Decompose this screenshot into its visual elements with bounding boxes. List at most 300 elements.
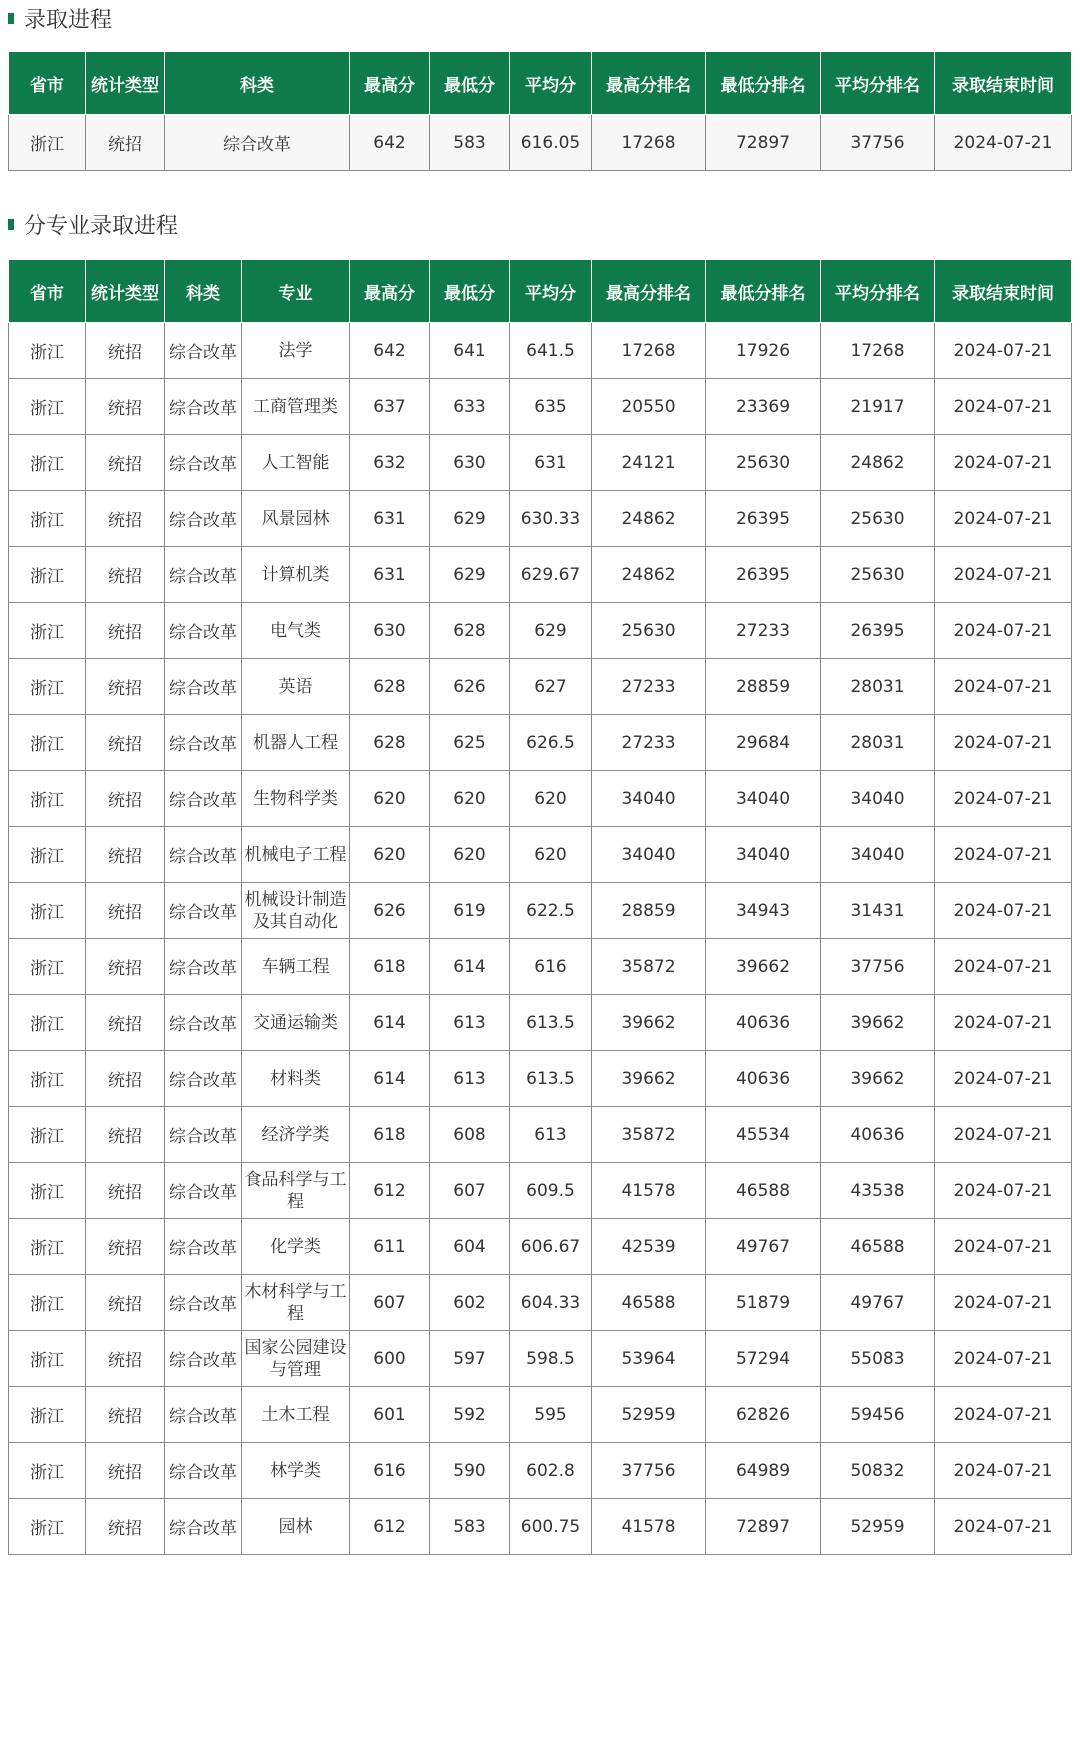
table-cell: 34040 — [821, 771, 935, 827]
table-cell: 41578 — [592, 1163, 706, 1219]
table-cell: 39662 — [592, 1051, 706, 1107]
header-cell: 科类 — [165, 52, 350, 115]
header-cell: 平均分 — [510, 260, 592, 323]
table-cell: 57294 — [706, 1331, 821, 1387]
table-cell: 综合改革 — [165, 1499, 242, 1555]
table-cell: 631 — [510, 435, 592, 491]
table-cell: 619 — [430, 883, 510, 939]
table-cell: 林学类 — [242, 1443, 350, 1499]
major-admission-table — [8, 259, 1072, 1555]
table-row — [9, 883, 1072, 939]
table-cell: 电气类 — [242, 603, 350, 659]
table-row — [9, 1219, 1072, 1275]
table-cell: 2024-07-21 — [935, 603, 1072, 659]
table-cell: 交通运输类 — [242, 995, 350, 1051]
table-cell: 综合改革 — [165, 827, 242, 883]
table-row — [9, 659, 1072, 715]
table-cell: 统招 — [86, 115, 165, 171]
table-cell: 统招 — [86, 939, 165, 995]
table-cell: 浙江 — [9, 1443, 86, 1499]
table-cell: 浙江 — [9, 1275, 86, 1331]
table-cell: 52959 — [821, 1499, 935, 1555]
header-cell: 省市 — [9, 52, 86, 115]
table-row — [9, 1443, 1072, 1499]
table-cell: 612 — [350, 1163, 430, 1219]
table-cell: 2024-07-21 — [935, 547, 1072, 603]
table-cell: 综合改革 — [165, 1107, 242, 1163]
header-cell: 最高分排名 — [592, 52, 706, 115]
table-cell: 34040 — [592, 771, 706, 827]
header-cell: 最低分排名 — [706, 260, 821, 323]
table-cell: 综合改革 — [165, 1219, 242, 1275]
table-cell: 统招 — [86, 827, 165, 883]
table-cell: 2024-07-21 — [935, 1387, 1072, 1443]
table-row — [9, 1051, 1072, 1107]
table-cell: 600 — [350, 1331, 430, 1387]
table-cell: 统招 — [86, 995, 165, 1051]
table-cell: 浙江 — [9, 1387, 86, 1443]
table-row — [9, 1331, 1072, 1387]
table-cell: 综合改革 — [165, 1443, 242, 1499]
table-cell: 计算机类 — [242, 547, 350, 603]
table-cell: 49767 — [706, 1219, 821, 1275]
table-cell: 39662 — [706, 939, 821, 995]
table-cell: 统招 — [86, 1051, 165, 1107]
table-cell: 17926 — [706, 323, 821, 379]
table-cell: 浙江 — [9, 323, 86, 379]
header-cell: 最低分 — [430, 52, 510, 115]
table-cell: 国家公园建设与管理 — [242, 1331, 350, 1387]
table-cell: 43538 — [821, 1163, 935, 1219]
table-cell: 2024-07-21 — [935, 491, 1072, 547]
table-row — [9, 491, 1072, 547]
table-cell: 26395 — [821, 603, 935, 659]
table-cell: 630 — [350, 603, 430, 659]
table-cell: 633 — [430, 379, 510, 435]
table-cell: 浙江 — [9, 715, 86, 771]
table-cell: 626 — [350, 883, 430, 939]
table-cell: 综合改革 — [165, 771, 242, 827]
table-cell: 23369 — [706, 379, 821, 435]
table-cell: 综合改革 — [165, 1163, 242, 1219]
table-cell: 浙江 — [9, 115, 86, 171]
table-cell: 机械电子工程 — [242, 827, 350, 883]
table-cell: 浙江 — [9, 827, 86, 883]
table-cell: 613 — [430, 995, 510, 1051]
header-cell: 最高分排名 — [592, 260, 706, 323]
table-cell: 综合改革 — [165, 1387, 242, 1443]
table-cell: 46588 — [592, 1275, 706, 1331]
table-cell: 595 — [510, 1387, 592, 1443]
table-cell: 17268 — [592, 323, 706, 379]
table-cell: 2024-07-21 — [935, 1051, 1072, 1107]
table-cell: 597 — [430, 1331, 510, 1387]
table-cell: 统招 — [86, 547, 165, 603]
table-cell: 2024-07-21 — [935, 995, 1072, 1051]
table-cell: 37756 — [821, 939, 935, 995]
table-cell: 37756 — [592, 1443, 706, 1499]
table-cell: 620 — [350, 827, 430, 883]
table-cell: 628 — [430, 603, 510, 659]
table-row — [9, 379, 1072, 435]
table-cell: 27233 — [592, 715, 706, 771]
table-cell: 625 — [430, 715, 510, 771]
table-cell: 统招 — [86, 883, 165, 939]
table-cell: 601 — [350, 1387, 430, 1443]
table-row — [9, 1163, 1072, 1219]
table-cell: 20550 — [592, 379, 706, 435]
table-cell: 2024-07-21 — [935, 1443, 1072, 1499]
table-cell: 统招 — [86, 1275, 165, 1331]
table-cell: 综合改革 — [165, 435, 242, 491]
table-cell: 综合改革 — [165, 715, 242, 771]
table-cell: 机器人工程 — [242, 715, 350, 771]
table-row — [9, 715, 1072, 771]
table-cell: 统招 — [86, 435, 165, 491]
table-cell: 606.67 — [510, 1219, 592, 1275]
table-cell: 629.67 — [510, 547, 592, 603]
table-cell: 综合改革 — [165, 659, 242, 715]
table-cell: 40636 — [706, 995, 821, 1051]
table-cell: 人工智能 — [242, 435, 350, 491]
table-cell: 浙江 — [9, 379, 86, 435]
table-cell: 592 — [430, 1387, 510, 1443]
table-cell: 608 — [430, 1107, 510, 1163]
table-cell: 2024-07-21 — [935, 883, 1072, 939]
table-row — [9, 771, 1072, 827]
table-cell: 综合改革 — [165, 603, 242, 659]
table-row — [9, 995, 1072, 1051]
table-cell: 630 — [430, 435, 510, 491]
table-cell: 34943 — [706, 883, 821, 939]
table-cell: 综合改革 — [165, 547, 242, 603]
table-cell: 35872 — [592, 1107, 706, 1163]
table-cell: 641.5 — [510, 323, 592, 379]
table-cell: 2024-07-21 — [935, 771, 1072, 827]
table-cell: 英语 — [242, 659, 350, 715]
table-row — [9, 1387, 1072, 1443]
table-cell: 45534 — [706, 1107, 821, 1163]
table-cell: 综合改革 — [165, 115, 350, 171]
table-cell: 25630 — [706, 435, 821, 491]
table-cell: 化学类 — [242, 1219, 350, 1275]
table-cell: 34040 — [706, 827, 821, 883]
table-cell: 17268 — [821, 323, 935, 379]
table-cell: 浙江 — [9, 1499, 86, 1555]
table-cell: 26395 — [706, 491, 821, 547]
table-cell: 统招 — [86, 603, 165, 659]
table-row — [9, 939, 1072, 995]
table-cell: 629 — [510, 603, 592, 659]
header-cell: 统计类型 — [86, 260, 165, 323]
table-cell: 浙江 — [9, 547, 86, 603]
table-cell: 2024-07-21 — [935, 659, 1072, 715]
header-cell: 最高分 — [350, 260, 430, 323]
title-bullet-icon — [8, 13, 14, 24]
table-cell: 24862 — [592, 491, 706, 547]
table-cell: 618 — [350, 939, 430, 995]
table-cell: 631 — [350, 491, 430, 547]
table-cell: 土木工程 — [242, 1387, 350, 1443]
table-cell: 629 — [430, 547, 510, 603]
table-cell: 2024-07-21 — [935, 1499, 1072, 1555]
table-cell: 627 — [510, 659, 592, 715]
section-title-text: 分专业录取进程 — [24, 213, 179, 239]
table-cell: 17268 — [592, 115, 706, 171]
table-cell: 浙江 — [9, 1219, 86, 1275]
table-cell: 62826 — [706, 1387, 821, 1443]
table-row — [9, 603, 1072, 659]
header-cell: 最低分排名 — [706, 52, 821, 115]
table-cell: 46588 — [821, 1219, 935, 1275]
table-cell: 42539 — [592, 1219, 706, 1275]
table-header-row — [9, 260, 1072, 323]
table-cell: 620 — [350, 771, 430, 827]
table-row — [9, 435, 1072, 491]
table-cell: 浙江 — [9, 939, 86, 995]
table-cell: 55083 — [821, 1331, 935, 1387]
table-cell: 41578 — [592, 1499, 706, 1555]
table-cell: 24862 — [592, 547, 706, 603]
table-cell: 607 — [430, 1163, 510, 1219]
table-cell: 浙江 — [9, 995, 86, 1051]
table-cell: 浙江 — [9, 1051, 86, 1107]
table-cell: 616.05 — [510, 115, 592, 171]
table-cell: 2024-07-21 — [935, 1163, 1072, 1219]
table-cell: 浙江 — [9, 603, 86, 659]
table-cell: 24862 — [821, 435, 935, 491]
table-row — [9, 1107, 1072, 1163]
header-cell: 科类 — [165, 260, 242, 323]
table-cell: 628 — [350, 659, 430, 715]
table-cell: 642 — [350, 323, 430, 379]
table-cell: 26395 — [706, 547, 821, 603]
table-cell: 637 — [350, 379, 430, 435]
section-title-major-admission-progress — [8, 209, 178, 239]
table-cell: 604 — [430, 1219, 510, 1275]
table-row — [9, 1499, 1072, 1555]
table-cell: 2024-07-21 — [935, 1219, 1072, 1275]
table-cell: 632 — [350, 435, 430, 491]
table-cell: 614 — [350, 1051, 430, 1107]
table-cell: 统招 — [86, 379, 165, 435]
table-cell: 统招 — [86, 1107, 165, 1163]
admission-summary-table — [8, 51, 1072, 171]
table-cell: 583 — [430, 1499, 510, 1555]
table-cell: 机械设计制造及其自动化 — [242, 883, 350, 939]
table-cell: 统招 — [86, 1163, 165, 1219]
section-title-text: 录取进程 — [24, 7, 113, 33]
table-cell: 2024-07-21 — [935, 323, 1072, 379]
table-row — [9, 115, 1072, 171]
table-cell: 583 — [430, 115, 510, 171]
table-cell: 2024-07-21 — [935, 379, 1072, 435]
table-cell: 598.5 — [510, 1331, 592, 1387]
table-cell: 34040 — [706, 771, 821, 827]
table-cell: 统招 — [86, 659, 165, 715]
table-cell: 37756 — [821, 115, 935, 171]
table-cell: 609.5 — [510, 1163, 592, 1219]
table-cell: 29684 — [706, 715, 821, 771]
table-cell: 39662 — [592, 995, 706, 1051]
table-cell: 34040 — [592, 827, 706, 883]
table-cell: 21917 — [821, 379, 935, 435]
table-cell: 613 — [510, 1107, 592, 1163]
table-cell: 车辆工程 — [242, 939, 350, 995]
table-cell: 浙江 — [9, 1163, 86, 1219]
table-cell: 40636 — [706, 1051, 821, 1107]
table-cell: 综合改革 — [165, 995, 242, 1051]
table-cell: 统招 — [86, 1387, 165, 1443]
table-cell: 630.33 — [510, 491, 592, 547]
table-cell: 613.5 — [510, 1051, 592, 1107]
table-cell: 628 — [350, 715, 430, 771]
table-cell: 616 — [350, 1443, 430, 1499]
table-cell: 39662 — [821, 1051, 935, 1107]
table-cell: 浙江 — [9, 771, 86, 827]
table-row — [9, 827, 1072, 883]
table-cell: 34040 — [821, 827, 935, 883]
header-cell: 平均分排名 — [821, 52, 935, 115]
table-cell: 统招 — [86, 715, 165, 771]
table-cell: 浙江 — [9, 491, 86, 547]
table-cell: 综合改革 — [165, 323, 242, 379]
table-cell: 综合改革 — [165, 491, 242, 547]
table-cell: 635 — [510, 379, 592, 435]
header-cell: 平均分排名 — [821, 260, 935, 323]
table-cell: 统招 — [86, 771, 165, 827]
table-cell: 590 — [430, 1443, 510, 1499]
table-cell: 620 — [510, 827, 592, 883]
table-cell: 27233 — [706, 603, 821, 659]
table-row — [9, 323, 1072, 379]
table-cell: 法学 — [242, 323, 350, 379]
table-cell: 统招 — [86, 1331, 165, 1387]
table-cell: 浙江 — [9, 659, 86, 715]
table-cell: 620 — [510, 771, 592, 827]
table-cell: 综合改革 — [165, 1051, 242, 1107]
table-cell: 28859 — [706, 659, 821, 715]
table-cell: 40636 — [821, 1107, 935, 1163]
table-cell: 642 — [350, 115, 430, 171]
table-cell: 综合改革 — [165, 883, 242, 939]
table-cell: 46588 — [706, 1163, 821, 1219]
table-cell: 64989 — [706, 1443, 821, 1499]
table-cell: 统招 — [86, 323, 165, 379]
table-cell: 园林 — [242, 1499, 350, 1555]
table-cell: 604.33 — [510, 1275, 592, 1331]
table-cell: 39662 — [821, 995, 935, 1051]
table-row — [9, 547, 1072, 603]
title-bullet-icon — [8, 219, 14, 230]
table-cell: 25630 — [821, 547, 935, 603]
table-cell: 618 — [350, 1107, 430, 1163]
table-cell: 613 — [430, 1051, 510, 1107]
table-cell: 综合改革 — [165, 939, 242, 995]
section-title-admission-progress — [8, 3, 112, 33]
table-cell: 食品科学与工程 — [242, 1163, 350, 1219]
header-cell: 专业 — [242, 260, 350, 323]
table-cell: 49767 — [821, 1275, 935, 1331]
header-cell: 最低分 — [430, 260, 510, 323]
table-cell: 统招 — [86, 1499, 165, 1555]
table-cell: 24121 — [592, 435, 706, 491]
table-cell: 2024-07-21 — [935, 827, 1072, 883]
table-cell: 600.75 — [510, 1499, 592, 1555]
table-cell: 607 — [350, 1275, 430, 1331]
table-cell: 经济学类 — [242, 1107, 350, 1163]
table-cell: 综合改革 — [165, 1275, 242, 1331]
table-cell: 613.5 — [510, 995, 592, 1051]
table-cell: 28031 — [821, 715, 935, 771]
table-cell: 统招 — [86, 491, 165, 547]
table-cell: 28859 — [592, 883, 706, 939]
table-cell: 620 — [430, 827, 510, 883]
table-cell: 614 — [430, 939, 510, 995]
table-cell: 25630 — [592, 603, 706, 659]
table-cell: 35872 — [592, 939, 706, 995]
table-row — [9, 1275, 1072, 1331]
table-cell: 浙江 — [9, 1331, 86, 1387]
table-cell: 统招 — [86, 1219, 165, 1275]
table-cell: 602 — [430, 1275, 510, 1331]
table-cell: 622.5 — [510, 883, 592, 939]
table-cell: 材料类 — [242, 1051, 350, 1107]
table-cell: 生物科学类 — [242, 771, 350, 827]
table-cell: 2024-07-21 — [935, 1107, 1072, 1163]
header-cell: 录取结束时间 — [935, 260, 1072, 323]
table-cell: 629 — [430, 491, 510, 547]
table-cell: 620 — [430, 771, 510, 827]
table-cell: 25630 — [821, 491, 935, 547]
table-cell: 626.5 — [510, 715, 592, 771]
table-cell: 612 — [350, 1499, 430, 1555]
table-cell: 工商管理类 — [242, 379, 350, 435]
table-cell: 602.8 — [510, 1443, 592, 1499]
header-cell: 平均分 — [510, 52, 592, 115]
table-cell: 614 — [350, 995, 430, 1051]
table-cell: 2024-07-21 — [935, 435, 1072, 491]
table-cell: 51879 — [706, 1275, 821, 1331]
table-cell: 2024-07-21 — [935, 115, 1072, 171]
table-cell: 28031 — [821, 659, 935, 715]
table-cell: 611 — [350, 1219, 430, 1275]
table-header-row — [9, 52, 1072, 115]
table-cell: 2024-07-21 — [935, 1331, 1072, 1387]
table-cell: 风景园林 — [242, 491, 350, 547]
table-cell: 浙江 — [9, 883, 86, 939]
table-cell: 2024-07-21 — [935, 939, 1072, 995]
table-cell: 31431 — [821, 883, 935, 939]
header-cell: 录取结束时间 — [935, 52, 1072, 115]
table-cell: 木材科学与工程 — [242, 1275, 350, 1331]
header-cell: 省市 — [9, 260, 86, 323]
table-cell: 27233 — [592, 659, 706, 715]
table-cell: 631 — [350, 547, 430, 603]
table-cell: 72897 — [706, 1499, 821, 1555]
table-cell: 616 — [510, 939, 592, 995]
table-cell: 浙江 — [9, 435, 86, 491]
header-cell: 统计类型 — [86, 52, 165, 115]
table-cell: 浙江 — [9, 1107, 86, 1163]
table-cell: 59456 — [821, 1387, 935, 1443]
table-cell: 50832 — [821, 1443, 935, 1499]
table-cell: 统招 — [86, 1443, 165, 1499]
table-cell: 53964 — [592, 1331, 706, 1387]
table-cell: 综合改革 — [165, 379, 242, 435]
table-cell: 641 — [430, 323, 510, 379]
table-cell: 2024-07-21 — [935, 715, 1072, 771]
